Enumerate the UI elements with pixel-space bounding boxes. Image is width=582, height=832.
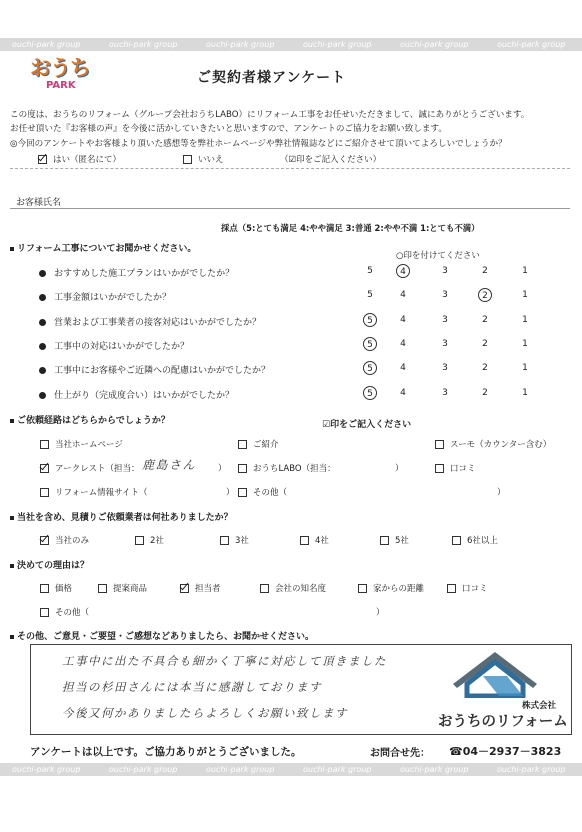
footer-thanks: アンケートは以上です。ご協力ありがとうございました。: [30, 746, 302, 758]
bullet-icon: [39, 294, 46, 301]
checkbox[interactable]: [238, 488, 247, 497]
consent-note: （☑印をご記入ください）: [280, 155, 382, 165]
rating-score[interactable]: 1: [522, 315, 528, 325]
watermark-text: ouchi-park group: [109, 40, 178, 49]
bullet-icon: [39, 392, 46, 399]
rating-score-selected[interactable]: 5: [363, 361, 377, 375]
decision-option[interactable]: 価格: [40, 582, 72, 594]
rating-score[interactable]: 1: [522, 290, 528, 300]
checkbox[interactable]: [260, 584, 269, 593]
consent-question: ◎今回のアンケートやお客様より頂いた感想等を弊社ホームページや弊社情報誌などにご紹介させて頂いてよろしいでしょうか？: [10, 139, 507, 149]
rating-score[interactable]: 4: [400, 363, 406, 373]
watermark-text: ouchi-park group: [206, 40, 275, 49]
checkbox[interactable]: [238, 464, 247, 473]
decision-option[interactable]: 提案商品: [98, 582, 147, 594]
rating-score[interactable]: 3: [442, 363, 448, 373]
checkbox[interactable]: [40, 488, 49, 497]
consent-yes[interactable]: はい（匿名にて）: [38, 153, 121, 165]
route-labo[interactable]: おうちLABO（担当：: [238, 462, 336, 474]
checkbox[interactable]: [40, 584, 49, 593]
bullet-icon: [39, 343, 46, 350]
estimate-option[interactable]: 4社: [300, 534, 329, 546]
rating-question-text: 工事中にお客様やご近隣への配慮はいかがでしたか？: [54, 366, 271, 376]
intro-line: お任せ頂いた『お客様の声』を今後に活かしていきたいと思いますので、アンケートのご協力をお願い致します。: [10, 124, 447, 134]
checkbox[interactable]: [452, 536, 461, 545]
rating-legend: 採点（5:とても満足 4:やや満足 3:普通 2:やや不満 1:とても不満）: [221, 223, 480, 233]
paren-close: ）: [226, 488, 235, 498]
watermark-text: ouchi-park group: [206, 765, 275, 774]
checkbox[interactable]: [380, 536, 389, 545]
bullet-icon: [39, 319, 46, 326]
decision-option[interactable]: 担当者: [180, 582, 221, 594]
ouchi-park-logo: おうち PARK: [30, 56, 90, 91]
intro-text: [10, 108, 580, 136]
estimates-section-title: 当社を含め、見積りご依頼業者は何社ありましたか？: [10, 510, 233, 523]
watermark-text: ouchi-park group: [303, 40, 372, 49]
checkbox[interactable]: [98, 584, 107, 593]
rating-score-selected[interactable]: 2: [478, 288, 492, 302]
decision-section-title: 決めての理由は？: [10, 558, 89, 571]
checkbox[interactable]: [40, 608, 49, 617]
watermark-text: ouchi-park group: [497, 765, 566, 774]
watermark-text: ouchi-park group: [12, 765, 81, 774]
rating-score-selected[interactable]: 5: [363, 386, 377, 400]
route-homepage[interactable]: 当社ホームページ: [40, 438, 123, 450]
company-name: おうちのリフォーム: [438, 714, 568, 730]
bullet-icon: [39, 367, 46, 374]
decision-option[interactable]: 会社の知名度: [260, 582, 326, 594]
decision-other[interactable]: その他（: [40, 606, 89, 618]
rating-question-text: 営業および工事業者の接客対応はいかがでしたか？: [54, 318, 262, 328]
rating-score[interactable]: 2: [482, 266, 488, 276]
rating-hint: ○印を付けてください: [396, 251, 480, 261]
estimate-option[interactable]: 2社: [135, 534, 164, 546]
checkbox[interactable]: [38, 155, 47, 164]
rating-score[interactable]: 5: [367, 266, 373, 276]
watermark-text: ouchi-park group: [400, 765, 469, 774]
paren-close: ）: [218, 464, 227, 474]
route-sumo[interactable]: スーモ（カウンター含む）: [435, 438, 551, 450]
rating-score[interactable]: 1: [522, 363, 528, 373]
rating-score[interactable]: 5: [367, 290, 373, 300]
checkbox[interactable]: [40, 440, 49, 449]
comment-line: 今後又何かありましたらよろしくお願い致します: [62, 706, 348, 720]
rating-score[interactable]: 4: [400, 315, 406, 325]
checkbox[interactable]: [358, 584, 367, 593]
bullet-icon: [39, 270, 46, 277]
watermark-text: ouchi-park group: [497, 40, 566, 49]
checkbox[interactable]: [220, 536, 229, 545]
rating-question: [39, 290, 171, 303]
estimate-option[interactable]: 5社: [380, 534, 409, 546]
rating-score[interactable]: 2: [482, 339, 488, 349]
rating-score[interactable]: 1: [522, 388, 528, 398]
rating-score[interactable]: 1: [522, 339, 528, 349]
arcrest-staff-handwritten: 鹿島さん: [142, 458, 197, 472]
customer-name-field-line[interactable]: [10, 208, 570, 209]
watermark-text: ouchi-park group: [12, 40, 81, 49]
rating-score[interactable]: 3: [442, 388, 448, 398]
checkbox[interactable]: [40, 536, 49, 545]
watermark-text: ouchi-park group: [400, 40, 469, 49]
rating-score[interactable]: 3: [442, 266, 448, 276]
rating-score[interactable]: 2: [482, 388, 488, 398]
rating-score[interactable]: 1: [522, 266, 528, 276]
checkbox[interactable]: [135, 536, 144, 545]
estimate-option[interactable]: 6社以上: [452, 534, 498, 546]
rating-score[interactable]: 4: [400, 339, 406, 349]
checkbox[interactable]: [238, 440, 247, 449]
decision-option[interactable]: 口コミ: [447, 582, 488, 594]
comment-line: 工事中に出た不具合も細かく丁寧に対応して頂きました: [62, 654, 387, 668]
estimate-option[interactable]: 3社: [220, 534, 249, 546]
checkbox[interactable]: [435, 440, 444, 449]
checkbox[interactable]: [300, 536, 309, 545]
rating-score[interactable]: 3: [442, 315, 448, 325]
watermark-band-top: [0, 38, 582, 51]
intro-line: この度は、おうちのリフォーム（グループ会社おうちLABO）にリフォーム工事をお任せいただきまして、誠にありがとうございます。: [10, 110, 530, 120]
rating-question: [39, 363, 270, 376]
rating-score-selected[interactable]: 4: [396, 264, 410, 278]
route-other[interactable]: その他（: [238, 486, 287, 498]
checkbox[interactable]: [183, 155, 192, 164]
checkbox[interactable]: [435, 464, 444, 473]
route-section-title: ご依頼経路はどちらからでしょうか？: [10, 413, 170, 426]
consent-no[interactable]: いいえ: [183, 153, 224, 165]
divider: [10, 168, 570, 169]
paren-close: ）: [376, 608, 385, 618]
page-title: ご契約者様アンケート: [197, 70, 347, 86]
decision-option[interactable]: 家からの距離: [358, 582, 424, 594]
rating-question-text: 仕上がり（完成度合い）はいかがでしたか？: [54, 391, 235, 401]
rating-score[interactable]: 2: [482, 315, 488, 325]
contact-phone: ☎04－2937－3823: [449, 745, 562, 758]
checkbox[interactable]: [40, 464, 49, 473]
rating-score[interactable]: 3: [442, 290, 448, 300]
paren-close: ）: [395, 464, 404, 474]
route-referral[interactable]: ご紹介: [238, 438, 279, 450]
rating-question: [39, 266, 234, 279]
route-reform-site[interactable]: リフォーム情報サイト（: [40, 486, 147, 498]
route-arcrest[interactable]: アークレスト（担当：: [40, 462, 140, 474]
paren-close: ）: [497, 488, 506, 498]
rating-score-selected[interactable]: 5: [363, 313, 377, 327]
rating-question: [39, 339, 189, 352]
checkbox[interactable]: [180, 584, 189, 593]
rating-question-text: おすすめした施工プランはいかがでしたか？: [54, 269, 235, 279]
route-kuchikomi[interactable]: 口コミ: [435, 462, 476, 474]
route-note: ☑印をご記入ください: [322, 420, 412, 430]
watermark-text: ouchi-park group: [303, 765, 372, 774]
rating-score[interactable]: 4: [400, 388, 406, 398]
comments-section-title: その他、ご意見・ご要望・ご感想などありましたら、お聞かせください。: [10, 629, 314, 642]
checkbox[interactable]: [447, 584, 456, 593]
rating-question-text: 工事金額はいかがでしたか？: [54, 293, 172, 303]
rating-score[interactable]: 2: [482, 363, 488, 373]
company-house-logo: [447, 648, 557, 698]
rating-score[interactable]: 4: [400, 290, 406, 300]
rating-section-title: リフォーム工事についてお聞かせください。: [10, 241, 196, 254]
customer-name-label: お客様氏名: [16, 198, 62, 208]
comment-line: 担当の杉田さんには本当に感謝しております: [62, 680, 322, 694]
watermark-text: ouchi-park group: [109, 765, 178, 774]
rating-question: [39, 388, 234, 401]
company-prefix: 株式会社: [522, 701, 557, 711]
contact-label: お問合せ先：: [370, 748, 430, 759]
rating-question-text: 工事中の対応はいかがでしたか？: [54, 342, 190, 352]
rating-score-selected[interactable]: 5: [363, 337, 377, 351]
estimate-option[interactable]: 当社のみ: [40, 534, 89, 546]
rating-question: [39, 315, 261, 328]
rating-score[interactable]: 3: [442, 339, 448, 349]
watermark-band-bottom: [0, 763, 582, 776]
